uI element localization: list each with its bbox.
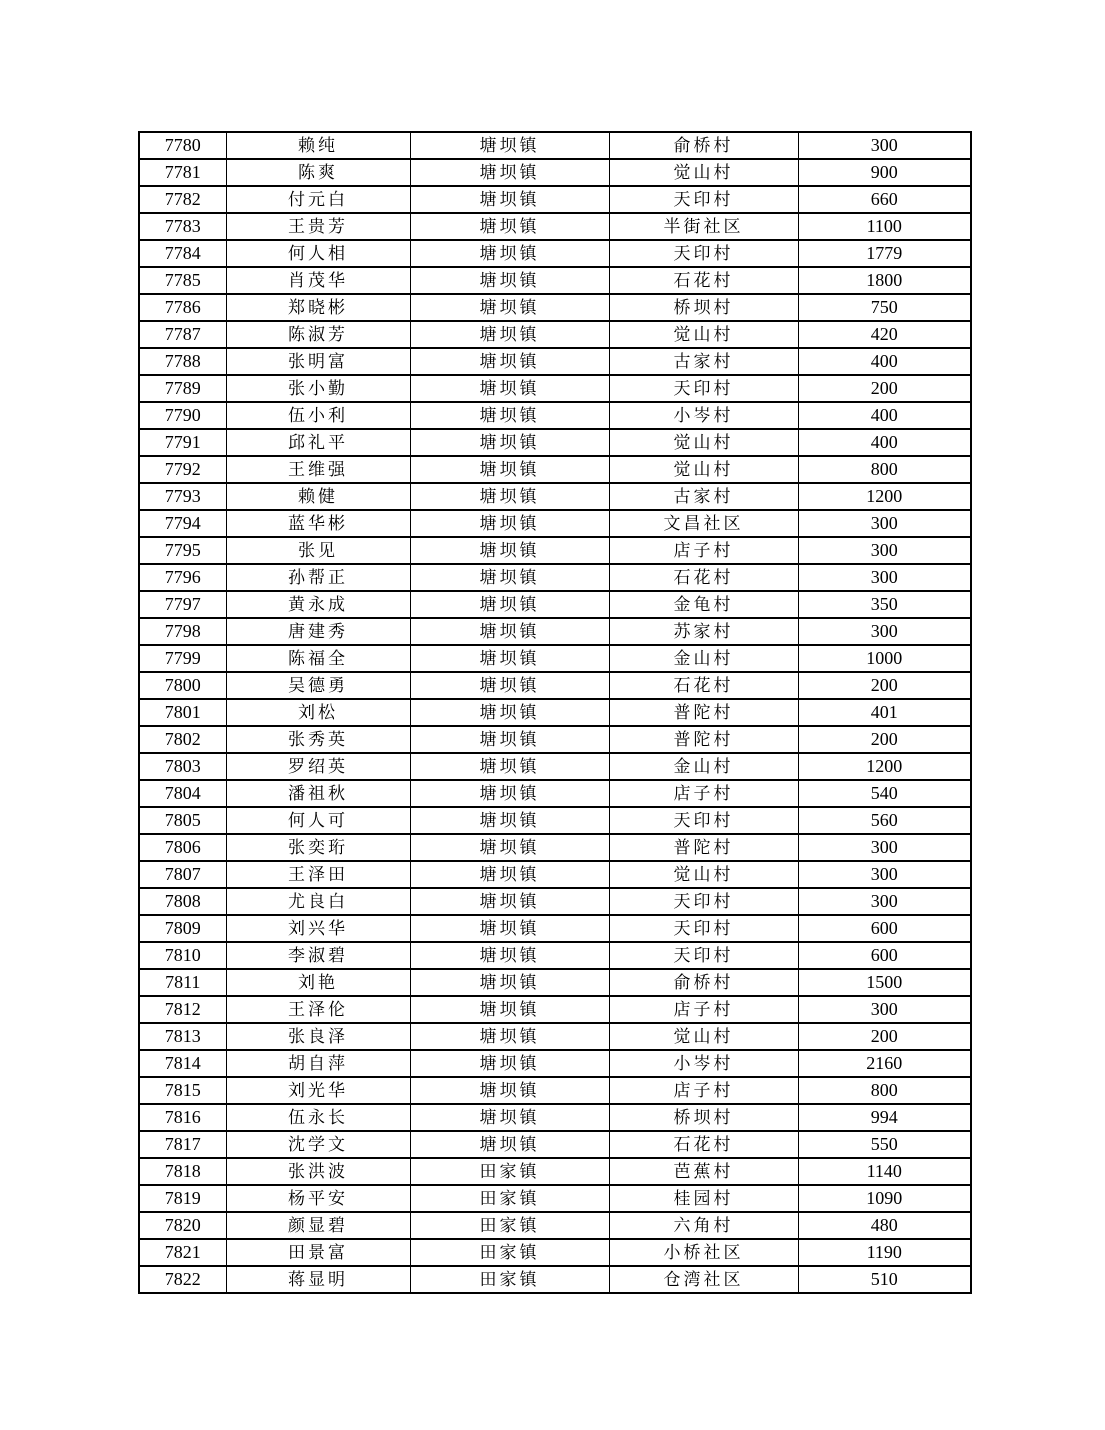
table-row	[139, 348, 971, 375]
cell-serial-number: 7791	[139, 429, 226, 456]
table-row	[139, 186, 971, 213]
cell-amount: 401	[798, 699, 971, 726]
cell-amount: 400	[798, 402, 971, 429]
cell-village: 桥坝村	[609, 294, 798, 321]
cell-town: 塘坝镇	[410, 240, 609, 267]
table-row	[139, 915, 971, 942]
cell-name: 伍永长	[226, 1104, 410, 1131]
cell-name: 陈爽	[226, 159, 410, 186]
cell-amount: 1140	[798, 1158, 971, 1185]
cell-serial-number: 7803	[139, 753, 226, 780]
cell-town: 塘坝镇	[410, 861, 609, 888]
cell-town: 塘坝镇	[410, 321, 609, 348]
cell-name: 刘松	[226, 699, 410, 726]
cell-village: 俞桥村	[609, 132, 798, 159]
cell-amount: 350	[798, 591, 971, 618]
table-row	[139, 834, 971, 861]
cell-town: 塘坝镇	[410, 1104, 609, 1131]
cell-serial-number: 7805	[139, 807, 226, 834]
cell-serial-number: 7792	[139, 456, 226, 483]
cell-serial-number: 7819	[139, 1185, 226, 1212]
cell-town: 塘坝镇	[410, 510, 609, 537]
cell-village: 金山村	[609, 645, 798, 672]
table-row	[139, 1158, 971, 1185]
cell-serial-number: 7780	[139, 132, 226, 159]
cell-village: 店子村	[609, 996, 798, 1023]
cell-town: 塘坝镇	[410, 753, 609, 780]
cell-town: 塘坝镇	[410, 618, 609, 645]
cell-amount: 1779	[798, 240, 971, 267]
cell-serial-number: 7813	[139, 1023, 226, 1050]
cell-serial-number: 7788	[139, 348, 226, 375]
cell-serial-number: 7816	[139, 1104, 226, 1131]
cell-amount: 300	[798, 564, 971, 591]
cell-amount: 200	[798, 375, 971, 402]
table-row	[139, 132, 971, 159]
cell-town: 塘坝镇	[410, 348, 609, 375]
cell-serial-number: 7801	[139, 699, 226, 726]
cell-amount: 400	[798, 348, 971, 375]
cell-serial-number: 7796	[139, 564, 226, 591]
cell-town: 塘坝镇	[410, 429, 609, 456]
table-row	[139, 294, 971, 321]
cell-serial-number: 7802	[139, 726, 226, 753]
cell-serial-number: 7807	[139, 861, 226, 888]
cell-town: 塘坝镇	[410, 699, 609, 726]
cell-amount: 420	[798, 321, 971, 348]
cell-name: 张见	[226, 537, 410, 564]
cell-village: 普陀村	[609, 834, 798, 861]
cell-serial-number: 7808	[139, 888, 226, 915]
cell-name: 何人相	[226, 240, 410, 267]
table-row	[139, 888, 971, 915]
cell-serial-number: 7811	[139, 969, 226, 996]
cell-name: 赖纯	[226, 132, 410, 159]
cell-amount: 550	[798, 1131, 971, 1158]
cell-town: 田家镇	[410, 1266, 609, 1293]
cell-village: 古家村	[609, 348, 798, 375]
cell-village: 石花村	[609, 564, 798, 591]
cell-town: 塘坝镇	[410, 915, 609, 942]
cell-serial-number: 7810	[139, 942, 226, 969]
table-row	[139, 645, 971, 672]
cell-name: 胡自萍	[226, 1050, 410, 1077]
cell-serial-number: 7795	[139, 537, 226, 564]
table-row	[139, 456, 971, 483]
cell-town: 塘坝镇	[410, 888, 609, 915]
cell-town: 塘坝镇	[410, 1131, 609, 1158]
cell-serial-number: 7786	[139, 294, 226, 321]
cell-town: 塘坝镇	[410, 375, 609, 402]
cell-amount: 660	[798, 186, 971, 213]
cell-amount: 1000	[798, 645, 971, 672]
cell-town: 塘坝镇	[410, 834, 609, 861]
cell-village: 觉山村	[609, 861, 798, 888]
cell-name: 田景富	[226, 1239, 410, 1266]
table-row	[139, 1077, 971, 1104]
cell-village: 俞桥村	[609, 969, 798, 996]
cell-amount: 300	[798, 132, 971, 159]
cell-name: 付元白	[226, 186, 410, 213]
cell-serial-number: 7806	[139, 834, 226, 861]
cell-town: 塘坝镇	[410, 1023, 609, 1050]
cell-town: 塘坝镇	[410, 537, 609, 564]
cell-village: 金山村	[609, 753, 798, 780]
cell-village: 苏家村	[609, 618, 798, 645]
cell-town: 塘坝镇	[410, 213, 609, 240]
cell-village: 店子村	[609, 1077, 798, 1104]
cell-amount: 300	[798, 834, 971, 861]
cell-town: 塘坝镇	[410, 483, 609, 510]
cell-name: 黄永成	[226, 591, 410, 618]
cell-name: 蓝华彬	[226, 510, 410, 537]
cell-town: 塘坝镇	[410, 159, 609, 186]
cell-name: 沈学文	[226, 1131, 410, 1158]
cell-serial-number: 7818	[139, 1158, 226, 1185]
cell-amount: 510	[798, 1266, 971, 1293]
cell-amount: 1500	[798, 969, 971, 996]
cell-name: 王贵芳	[226, 213, 410, 240]
cell-village: 半街社区	[609, 213, 798, 240]
cell-village: 桂园村	[609, 1185, 798, 1212]
cell-amount: 300	[798, 861, 971, 888]
roster-table	[138, 131, 972, 1294]
cell-name: 颜显碧	[226, 1212, 410, 1239]
cell-name: 赖健	[226, 483, 410, 510]
cell-amount: 200	[798, 672, 971, 699]
table-row	[139, 375, 971, 402]
table-row	[139, 807, 971, 834]
cell-village: 小岑村	[609, 1050, 798, 1077]
cell-serial-number: 7804	[139, 780, 226, 807]
cell-serial-number: 7799	[139, 645, 226, 672]
cell-name: 刘艳	[226, 969, 410, 996]
cell-village: 天印村	[609, 888, 798, 915]
cell-town: 塘坝镇	[410, 132, 609, 159]
cell-name: 邱礼平	[226, 429, 410, 456]
cell-town: 塘坝镇	[410, 402, 609, 429]
cell-town: 塘坝镇	[410, 591, 609, 618]
table-row	[139, 159, 971, 186]
cell-town: 塘坝镇	[410, 456, 609, 483]
cell-amount: 480	[798, 1212, 971, 1239]
table-row	[139, 1239, 971, 1266]
cell-serial-number: 7789	[139, 375, 226, 402]
cell-village: 觉山村	[609, 159, 798, 186]
cell-name: 刘光华	[226, 1077, 410, 1104]
cell-name: 罗绍英	[226, 753, 410, 780]
cell-amount: 300	[798, 510, 971, 537]
table-row	[139, 1185, 971, 1212]
table-row	[139, 402, 971, 429]
table-row	[139, 240, 971, 267]
cell-village: 天印村	[609, 915, 798, 942]
cell-name: 蒋显明	[226, 1266, 410, 1293]
cell-town: 塘坝镇	[410, 564, 609, 591]
cell-village: 店子村	[609, 537, 798, 564]
table-row	[139, 1212, 971, 1239]
cell-serial-number: 7787	[139, 321, 226, 348]
cell-village: 石花村	[609, 267, 798, 294]
cell-name: 张明富	[226, 348, 410, 375]
table-row	[139, 861, 971, 888]
table-body	[139, 132, 971, 1293]
table-row	[139, 1023, 971, 1050]
cell-amount: 750	[798, 294, 971, 321]
cell-serial-number: 7815	[139, 1077, 226, 1104]
cell-village: 桥坝村	[609, 1104, 798, 1131]
cell-amount: 300	[798, 996, 971, 1023]
table-row	[139, 969, 971, 996]
cell-name: 李淑碧	[226, 942, 410, 969]
cell-serial-number: 7817	[139, 1131, 226, 1158]
cell-amount: 600	[798, 942, 971, 969]
cell-amount: 560	[798, 807, 971, 834]
cell-village: 天印村	[609, 375, 798, 402]
table-row	[139, 996, 971, 1023]
table-row	[139, 726, 971, 753]
cell-name: 张良泽	[226, 1023, 410, 1050]
table-row	[139, 780, 971, 807]
cell-name: 郑晓彬	[226, 294, 410, 321]
table-row	[139, 753, 971, 780]
cell-town: 田家镇	[410, 1239, 609, 1266]
cell-village: 小桥社区	[609, 1239, 798, 1266]
cell-serial-number: 7783	[139, 213, 226, 240]
cell-town: 塘坝镇	[410, 267, 609, 294]
cell-name: 刘兴华	[226, 915, 410, 942]
roster-table-container	[138, 131, 972, 1294]
table-row	[139, 591, 971, 618]
cell-name: 张秀英	[226, 726, 410, 753]
cell-amount: 1200	[798, 753, 971, 780]
table-row	[139, 483, 971, 510]
cell-serial-number: 7793	[139, 483, 226, 510]
table-row	[139, 564, 971, 591]
cell-village: 天印村	[609, 942, 798, 969]
cell-serial-number: 7797	[139, 591, 226, 618]
cell-village: 天印村	[609, 807, 798, 834]
cell-amount: 1800	[798, 267, 971, 294]
cell-town: 塘坝镇	[410, 726, 609, 753]
cell-serial-number: 7822	[139, 1266, 226, 1293]
cell-name: 王泽伦	[226, 996, 410, 1023]
cell-serial-number: 7820	[139, 1212, 226, 1239]
cell-serial-number: 7798	[139, 618, 226, 645]
cell-town: 塘坝镇	[410, 645, 609, 672]
cell-town: 田家镇	[410, 1158, 609, 1185]
cell-village: 天印村	[609, 240, 798, 267]
cell-amount: 200	[798, 726, 971, 753]
table-row	[139, 510, 971, 537]
cell-amount: 600	[798, 915, 971, 942]
table-row	[139, 942, 971, 969]
cell-serial-number: 7814	[139, 1050, 226, 1077]
cell-town: 田家镇	[410, 1212, 609, 1239]
cell-village: 仓湾社区	[609, 1266, 798, 1293]
cell-town: 塘坝镇	[410, 942, 609, 969]
cell-name: 何人可	[226, 807, 410, 834]
cell-town: 塘坝镇	[410, 969, 609, 996]
table-row	[139, 537, 971, 564]
cell-village: 石花村	[609, 1131, 798, 1158]
cell-amount: 2160	[798, 1050, 971, 1077]
table-row	[139, 321, 971, 348]
cell-amount: 300	[798, 618, 971, 645]
cell-serial-number: 7800	[139, 672, 226, 699]
cell-name: 肖茂华	[226, 267, 410, 294]
cell-name: 潘祖秋	[226, 780, 410, 807]
cell-village: 普陀村	[609, 699, 798, 726]
cell-amount: 800	[798, 1077, 971, 1104]
cell-name: 尤良白	[226, 888, 410, 915]
cell-serial-number: 7785	[139, 267, 226, 294]
cell-name: 伍小利	[226, 402, 410, 429]
cell-town: 塘坝镇	[410, 1077, 609, 1104]
cell-serial-number: 7781	[139, 159, 226, 186]
cell-name: 张小勤	[226, 375, 410, 402]
cell-amount: 1090	[798, 1185, 971, 1212]
cell-name: 孙帮正	[226, 564, 410, 591]
cell-village: 觉山村	[609, 321, 798, 348]
cell-name: 吴德勇	[226, 672, 410, 699]
cell-town: 田家镇	[410, 1185, 609, 1212]
table-row	[139, 267, 971, 294]
cell-town: 塘坝镇	[410, 780, 609, 807]
cell-amount: 300	[798, 537, 971, 564]
cell-name: 王维强	[226, 456, 410, 483]
table-row	[139, 213, 971, 240]
cell-name: 陈淑芳	[226, 321, 410, 348]
cell-name: 唐建秀	[226, 618, 410, 645]
cell-town: 塘坝镇	[410, 807, 609, 834]
cell-town: 塘坝镇	[410, 186, 609, 213]
cell-village: 觉山村	[609, 1023, 798, 1050]
cell-town: 塘坝镇	[410, 294, 609, 321]
cell-serial-number: 7782	[139, 186, 226, 213]
table-row	[139, 618, 971, 645]
cell-village: 觉山村	[609, 429, 798, 456]
cell-village: 芭蕉村	[609, 1158, 798, 1185]
cell-village: 天印村	[609, 186, 798, 213]
cell-town: 塘坝镇	[410, 1050, 609, 1077]
table-row	[139, 672, 971, 699]
cell-amount: 1190	[798, 1239, 971, 1266]
cell-serial-number: 7812	[139, 996, 226, 1023]
cell-amount: 400	[798, 429, 971, 456]
cell-amount: 1200	[798, 483, 971, 510]
cell-amount: 900	[798, 159, 971, 186]
cell-amount: 1100	[798, 213, 971, 240]
table-row	[139, 1104, 971, 1131]
cell-name: 张奕珩	[226, 834, 410, 861]
cell-village: 文昌社区	[609, 510, 798, 537]
cell-name: 杨平安	[226, 1185, 410, 1212]
cell-town: 塘坝镇	[410, 672, 609, 699]
cell-village: 小岑村	[609, 402, 798, 429]
cell-serial-number: 7821	[139, 1239, 226, 1266]
cell-amount: 994	[798, 1104, 971, 1131]
cell-name: 张洪波	[226, 1158, 410, 1185]
table-row	[139, 1050, 971, 1077]
cell-village: 普陀村	[609, 726, 798, 753]
cell-name: 王泽田	[226, 861, 410, 888]
cell-serial-number: 7790	[139, 402, 226, 429]
table-row	[139, 1266, 971, 1293]
cell-serial-number: 7809	[139, 915, 226, 942]
cell-name: 陈福全	[226, 645, 410, 672]
cell-village: 六角村	[609, 1212, 798, 1239]
cell-village: 觉山村	[609, 456, 798, 483]
table-row	[139, 1131, 971, 1158]
cell-amount: 800	[798, 456, 971, 483]
cell-amount: 200	[798, 1023, 971, 1050]
cell-town: 塘坝镇	[410, 996, 609, 1023]
cell-village: 店子村	[609, 780, 798, 807]
cell-village: 石花村	[609, 672, 798, 699]
table-row	[139, 429, 971, 456]
cell-amount: 300	[798, 888, 971, 915]
cell-amount: 540	[798, 780, 971, 807]
table-row	[139, 699, 971, 726]
cell-serial-number: 7784	[139, 240, 226, 267]
cell-village: 古家村	[609, 483, 798, 510]
cell-village: 金龟村	[609, 591, 798, 618]
cell-serial-number: 7794	[139, 510, 226, 537]
